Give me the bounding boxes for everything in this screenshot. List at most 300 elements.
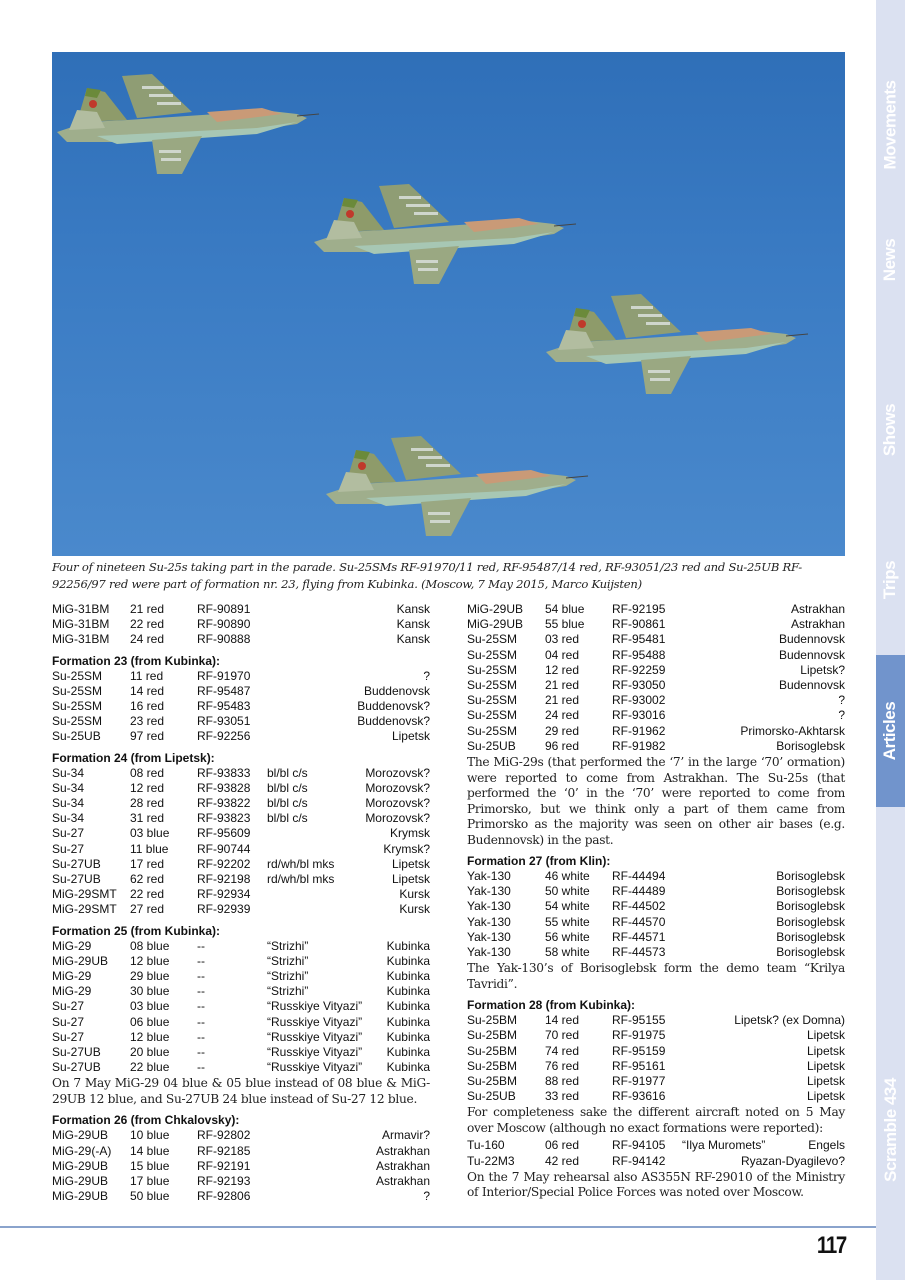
aircraft-reg: RF-92193 (197, 1174, 251, 1189)
aircraft-base: Budennovsk (778, 678, 845, 693)
table-row (52, 939, 430, 954)
aircraft-type: Su-25BM (467, 1028, 518, 1043)
aircraft-reg: RF-92802 (197, 1128, 251, 1143)
aircraft-code: 06 red (545, 1138, 580, 1153)
aircraft-reg: RF-92939 (197, 902, 251, 917)
aircraft-reg: RF-92256 (197, 729, 251, 744)
aircraft-code: 14 red (545, 1013, 580, 1028)
aircraft-base: ? (838, 708, 845, 723)
aircraft-base: Kubinka (386, 969, 430, 984)
page-number: 117 (816, 1232, 846, 1259)
table-row (52, 1015, 430, 1030)
aircraft-reg: RF-94142 (612, 1153, 666, 1168)
aircraft-base: Kansk (396, 602, 430, 616)
table-row (467, 708, 845, 723)
aircraft-base: Borisoglebsk (776, 945, 845, 960)
table-row (52, 766, 430, 781)
jet-1 (57, 74, 319, 174)
aircraft-reg: RF-90744 (197, 841, 251, 856)
aircraft-base: Budennovsk (778, 632, 845, 647)
table-row (52, 781, 430, 796)
aircraft-reg: -- (197, 1029, 205, 1044)
table-row (467, 602, 845, 617)
aircraft-type: Su-25UB (467, 1089, 516, 1104)
aircraft-base: Borisoglebsk (776, 914, 845, 929)
photo-caption: Four of nineteen Su-25s taking part in the parade. Su-25SMs RF-91970/11 red, RF-95487/14 red, RF-93051/23 red and Su-25UB RF-92256/97 red were part of formation nr. 23, flying from Kubinka. (Moscow, 7 May 2015, Marco Kuijsten) (52, 560, 802, 591)
aircraft-base: Borisoglebsk (776, 738, 845, 753)
aircraft-type: Su-27 (52, 841, 85, 856)
table-row (467, 648, 845, 663)
aircraft-type: Su-25SM (52, 668, 103, 683)
table-row (52, 699, 430, 714)
aircraft-type: MiG-31BM (52, 632, 110, 647)
aircraft-reg: RF-90861 (612, 617, 666, 632)
table-row (52, 857, 430, 872)
aircraft-type: Su-27UB (52, 872, 101, 887)
aircraft-type: Tu-160 (467, 1138, 505, 1153)
aircraft-type: Su-25SM (467, 723, 518, 738)
table-row (52, 669, 430, 684)
aircraft-reg: RF-95161 (612, 1058, 666, 1073)
left-column (52, 602, 430, 1205)
aircraft-code: 08 blue (130, 938, 170, 953)
aircraft-code: 54 blue (545, 602, 585, 616)
aircraft-note: rd/wh/bl mks (267, 856, 335, 871)
table-row (467, 663, 845, 678)
aircraft-reg: RF-91977 (612, 1074, 666, 1089)
aircraft-base: Lipetsk (806, 1058, 845, 1073)
table-row (467, 869, 845, 884)
table-row (467, 899, 845, 914)
sidebar-tab-label: Trips (880, 560, 900, 600)
sidebar-tab-trips[interactable] (876, 540, 905, 620)
aircraft-reg: RF-93016 (612, 708, 666, 723)
aircraft-code: 22 blue (130, 1060, 170, 1075)
formation-27-note: The Yak-130’s of Borisoglebsk form the demo team “Krilya Tavridi”. (467, 961, 845, 991)
formation-25-table (52, 939, 430, 1076)
aircraft-code: 16 red (130, 699, 165, 714)
aircraft-type: MiG-29UB (467, 602, 524, 616)
sidebar-tab-label: Movements (880, 80, 900, 170)
aircraft-base: Buddenovsk? (357, 714, 430, 729)
formation-27-heading: Formation 27 (from Klin): (467, 854, 611, 869)
table-row (467, 632, 845, 647)
table-row (52, 1060, 430, 1075)
aircraft-base: Lipetsk (806, 1074, 845, 1089)
aircraft-base: Budennovsk (778, 647, 845, 662)
aircraft-note (267, 887, 365, 902)
aircraft-base: ? (838, 693, 845, 708)
aircraft-type: Su-34 (52, 796, 85, 811)
aircraft-code: 46 white (545, 869, 590, 884)
aircraft-code: 21 red (545, 693, 580, 708)
aircraft-code: 03 blue (130, 826, 170, 841)
aircraft-code: 74 red (545, 1043, 580, 1058)
aircraft-reg: RF-91962 (612, 723, 666, 738)
aircraft-reg: RF-93002 (612, 693, 666, 708)
aircraft-type: Su-34 (52, 780, 85, 795)
aircraft-type: MiG-29UB (52, 1174, 109, 1189)
aircraft-base: Kubinka (386, 984, 430, 999)
aircraft-code: 11 red (130, 668, 164, 683)
aircraft-code: 42 red (545, 1153, 580, 1168)
aircraft-type: Su-34 (52, 811, 85, 826)
aircraft-reg: -- (197, 938, 205, 953)
aircraft-reg: RF-91975 (612, 1028, 666, 1043)
table-row (52, 826, 430, 841)
aircraft-base: Kansk (396, 632, 430, 647)
aircraft-base: Lipetsk (391, 856, 430, 871)
aircraft-reg: RF-93616 (612, 1089, 666, 1104)
aircraft-reg: RF-93823 (197, 811, 251, 826)
aircraft-code: 12 red (130, 780, 165, 795)
aircraft-code: 50 white (545, 884, 590, 899)
aircraft-reg: RF-95488 (612, 647, 666, 662)
aircraft-type: Su-25SM (467, 678, 518, 693)
table-row (467, 1059, 845, 1074)
sidebar-tab-label: News (880, 238, 900, 282)
aircraft-base: Astrakhan (790, 602, 845, 616)
formation-23-table (52, 669, 430, 745)
formation-27-table (467, 869, 845, 960)
table-row (467, 739, 845, 754)
aircraft-base: Kubinka (386, 1014, 430, 1029)
table-row (467, 678, 845, 693)
formation-24-heading: Formation 24 (from Lipetsk): (52, 750, 215, 765)
su25-formation-illustration (52, 52, 845, 556)
aircraft-reg: -- (197, 984, 205, 999)
aircraft-note: “Ilya Muromets” (682, 1138, 766, 1153)
aircraft-base: Krymsk? (383, 841, 430, 856)
aircraft-base: Ryazan-Dyagilevo? (740, 1153, 845, 1168)
aircraft-type: MiG-29 (52, 984, 92, 999)
aircraft-note: “Russkiye Vityazi” (267, 1014, 363, 1029)
sidebar-tab-shows[interactable] (876, 380, 905, 480)
aircraft-type: MiG-29(-A) (52, 1143, 112, 1158)
table-row (52, 1174, 430, 1189)
aircraft-base: Kubinka (386, 1029, 430, 1044)
aircraft-type: Su-25SM (467, 632, 518, 647)
aircraft-reg: RF-44494 (612, 869, 666, 884)
aircraft-note: “Strizhi” (267, 953, 309, 968)
table-row (52, 1128, 430, 1143)
aircraft-type: MiG-29UB (467, 617, 524, 632)
aircraft-base: Lipetsk (391, 729, 430, 744)
aircraft-reg: RF-95609 (197, 826, 251, 841)
aircraft-type: MiG-31BM (52, 617, 110, 632)
aircraft-type: Yak-130 (467, 929, 511, 944)
aircraft-base: Lipetsk (806, 1028, 845, 1043)
aircraft-code: 29 blue (130, 969, 170, 984)
table-row (467, 1074, 845, 1089)
aircraft-type: Su-25UB (467, 738, 516, 753)
sidebar-tab-articles[interactable] (876, 655, 905, 807)
aircraft-base: Kubinka (386, 1060, 430, 1075)
aircraft-code: 24 red (545, 708, 580, 723)
sidebar-tab-news[interactable] (876, 210, 905, 310)
aircraft-code: 21 red (545, 678, 580, 693)
aircraft-type: Su-25SM (467, 693, 518, 708)
aircraft-base: Engels (808, 1138, 845, 1153)
formation-25-note: On 7 May MiG-29 04 blue & 05 blue instead of 08 blue & MiG-29UB 12 blue, and Su-27UB 24 blue instead of Su-27 12 blue. (52, 1076, 430, 1106)
aircraft-base: Morozovsk? (365, 796, 430, 811)
aircraft-code: 08 red (130, 765, 165, 780)
aircraft-type: Su-27 (52, 999, 85, 1014)
table-row (52, 714, 430, 729)
table-row (52, 969, 430, 984)
aircraft-reg: RF-95481 (612, 632, 666, 647)
formation-26-note: The MiG-29s (that performed the ‘7’ in the large ‘70’ ormation) were reported to come from Astrakhan. The Su-25s (that performed the ‘0’ in the ‘70’ were reported to come from Primorsko, but we think only a part of them came from Primorsko as the majority was seen on other air bases (e.g. Budennovsk) in the past. (467, 755, 845, 847)
aircraft-note: “Strizhi” (267, 938, 309, 953)
aircraft-reg: RF-92806 (197, 1189, 251, 1204)
aircraft-code: 17 blue (130, 1174, 170, 1189)
aircraft-reg: RF-90891 (197, 602, 251, 616)
table-row (52, 1189, 430, 1204)
aircraft-reg: RF-93050 (612, 678, 666, 693)
aircraft-note: “Strizhi” (267, 984, 309, 999)
aircraft-type: Su-25BM (467, 1074, 518, 1089)
aircraft-reg: RF-90888 (197, 632, 251, 647)
aircraft-type: Su-25SM (467, 647, 518, 662)
sidebar-tab-scramble-434[interactable] (876, 1060, 905, 1200)
table-row (52, 1159, 430, 1174)
aircraft-base: Kansk (396, 617, 430, 632)
aircraft-base: Kubinka (386, 938, 430, 953)
aircraft-base: Borisoglebsk (776, 884, 845, 899)
table-row (52, 887, 430, 902)
aircraft-base: ? (423, 668, 430, 683)
aircraft-type: MiG-29SMT (52, 887, 117, 902)
aircraft-reg: -- (197, 999, 205, 1014)
aircraft-type: Yak-130 (467, 899, 511, 914)
aircraft-base: Krymsk (390, 826, 430, 841)
aircraft-code: 33 red (545, 1089, 580, 1104)
aircraft-reg: RF-92191 (197, 1158, 251, 1173)
table-row (467, 1089, 845, 1104)
aircraft-code: 21 red (130, 602, 165, 616)
aircraft-base: Morozovsk? (365, 811, 430, 826)
aircraft-type: Su-34 (52, 765, 85, 780)
aircraft-code: 24 red (130, 632, 165, 647)
aircraft-note (267, 842, 365, 857)
aircraft-note: “Strizhi” (267, 969, 309, 984)
aircraft-base: Morozovsk? (365, 765, 430, 780)
aircraft-base: Astrakhan (375, 1174, 430, 1189)
formation-26-heading: Formation 26 (from Chkalovsky): (52, 1113, 240, 1128)
aircraft-code: 04 red (545, 647, 580, 662)
table-row (467, 693, 845, 708)
table-row (467, 915, 845, 930)
aircraft-reg: RF-44502 (612, 899, 666, 914)
aircraft-reg: -- (197, 969, 205, 984)
aircraft-code: 14 blue (130, 1143, 170, 1158)
aircraft-type: MiG-29 (52, 969, 92, 984)
aircraft-base: Kubinka (386, 1045, 430, 1060)
aircraft-base: Astrakhan (790, 617, 845, 632)
aircraft-code: 31 red (130, 811, 165, 826)
right-column (467, 602, 845, 1203)
aircraft-reg: RF-90890 (197, 617, 251, 632)
aircraft-reg: RF-94105 (612, 1138, 666, 1153)
aircraft-type: MiG-29UB (52, 1128, 109, 1143)
table-row (467, 724, 845, 739)
table-row (52, 617, 430, 632)
aircraft-reg: RF-93822 (197, 796, 251, 811)
aircraft-code: 22 red (130, 887, 165, 902)
aircraft-base: Borisoglebsk (776, 899, 845, 914)
may5-table (467, 1138, 845, 1168)
table-row (52, 684, 430, 699)
formation-28-heading: Formation 28 (from Kubinka): (467, 998, 636, 1013)
aircraft-note: bl/bl c/s (267, 765, 308, 780)
aircraft-type: Su-27UB (52, 1045, 101, 1060)
aircraft-base: Lipetsk (806, 1043, 845, 1058)
aircraft-base: Kubinka (386, 999, 430, 1014)
aircraft-note (267, 826, 365, 841)
aircraft-base: Astrakhan (375, 1143, 430, 1158)
intro-table (52, 602, 430, 648)
aircraft-note: “Russkiye Vityazi” (267, 1029, 363, 1044)
aircraft-reg: RF-92259 (612, 662, 666, 677)
aircraft-code: 30 blue (130, 984, 170, 999)
aircraft-code: 56 white (545, 929, 590, 944)
aircraft-type: Su-25SM (467, 662, 518, 677)
aircraft-base: Lipetsk? (800, 662, 845, 677)
aircraft-base: Kubinka (386, 953, 430, 968)
aircraft-base: Armavir? (381, 1128, 430, 1143)
table-row (52, 1030, 430, 1045)
aircraft-reg: -- (197, 1014, 205, 1029)
rehearsal-note: On the 7 May rehearsal also AS355N RF-29010 of the Ministry of Interior/Special Police Forces was noted over Moscow. (467, 1169, 845, 1200)
table-row (467, 1013, 845, 1028)
aircraft-type: Yak-130 (467, 945, 511, 960)
table-row (52, 872, 430, 887)
formation-24-table (52, 766, 430, 918)
section-sidebar (876, 0, 905, 1280)
table-row (52, 842, 430, 857)
aircraft-reg: RF-44489 (612, 884, 666, 899)
aircraft-reg: RF-92202 (197, 856, 251, 871)
aircraft-base: Kursk (399, 902, 430, 917)
formation-26-continued-table (467, 602, 845, 754)
aircraft-reg: -- (197, 953, 205, 968)
table-row (467, 617, 845, 632)
sidebar-tab-label: Articles (880, 701, 900, 761)
aircraft-type: Su-27 (52, 1029, 85, 1044)
aircraft-type: Su-27UB (52, 1060, 101, 1075)
formation-28-note: For completeness sake the different aircraft noted on 5 May over Moscow (although no exact formations were reported): (467, 1105, 845, 1135)
aircraft-code: 27 red (130, 902, 165, 917)
aircraft-type: Tu-22M3 (467, 1153, 515, 1168)
aircraft-code: 96 red (545, 738, 580, 753)
aircraft-base: Lipetsk (391, 872, 430, 887)
aircraft-note: “Russkiye Vityazi” (267, 1045, 363, 1060)
table-row (467, 1138, 845, 1153)
aircraft-reg: RF-95159 (612, 1043, 666, 1058)
aircraft-note (267, 902, 365, 917)
sidebar-tab-movements[interactable] (876, 60, 905, 190)
aircraft-photo (52, 52, 845, 556)
table-row (467, 1044, 845, 1059)
aircraft-type: Su-27UB (52, 856, 101, 871)
aircraft-base: Astrakhan (375, 1158, 430, 1173)
aircraft-base: Buddenovsk? (357, 699, 430, 714)
aircraft-type: MiG-29UB (52, 1158, 109, 1173)
table-row (52, 902, 430, 917)
aircraft-type: Su-25BM (467, 1058, 518, 1073)
aircraft-base: Morozovsk? (365, 780, 430, 795)
aircraft-code: 54 white (545, 899, 590, 914)
aircraft-reg: RF-93051 (197, 714, 251, 729)
aircraft-note: bl/bl c/s (267, 811, 308, 826)
table-row (467, 930, 845, 945)
aircraft-type: Su-25SM (52, 683, 103, 698)
table-row (52, 984, 430, 999)
aircraft-code: 55 blue (545, 617, 585, 632)
aircraft-reg: RF-92198 (197, 872, 251, 887)
aircraft-reg: RF-44571 (612, 929, 666, 944)
table-row (467, 1028, 845, 1043)
aircraft-type: Su-25SM (467, 708, 518, 723)
aircraft-type: MiG-29 (52, 938, 92, 953)
aircraft-reg: RF-92185 (197, 1143, 251, 1158)
aircraft-type: Su-27 (52, 1014, 85, 1029)
aircraft-reg: RF-93828 (197, 780, 251, 795)
aircraft-base: Primorsko-Akhtarsk (740, 723, 845, 738)
aircraft-reg: -- (197, 1060, 205, 1075)
aircraft-code: 88 red (545, 1074, 580, 1089)
aircraft-type: MiG-29UB (52, 1189, 109, 1204)
aircraft-code: 14 red (130, 683, 165, 698)
sidebar-tab-label: Scramble 434 (880, 1078, 900, 1182)
aircraft-code: 29 red (545, 723, 580, 738)
formation-23-heading: Formation 23 (from Kubinka): (52, 653, 221, 668)
aircraft-code: 55 white (545, 914, 590, 929)
aircraft-reg: RF-91970 (197, 668, 251, 683)
aircraft-code: 12 blue (130, 1029, 170, 1044)
table-row (467, 945, 845, 960)
table-row (52, 796, 430, 811)
aircraft-code: 20 blue (130, 1045, 170, 1060)
aircraft-type: Su-25SM (52, 699, 103, 714)
aircraft-reg: RF-92934 (197, 887, 251, 902)
table-row (467, 1154, 845, 1169)
aircraft-reg: RF-44570 (612, 914, 666, 929)
aircraft-base: Buddenovsk (363, 683, 430, 698)
aircraft-type: Su-25BM (467, 1043, 518, 1058)
aircraft-code: 58 white (545, 945, 590, 960)
aircraft-base: Lipetsk? (ex Domna) (734, 1013, 845, 1028)
aircraft-code: 15 blue (130, 1158, 170, 1173)
table-row (52, 954, 430, 969)
aircraft-reg: RF-95483 (197, 699, 251, 714)
aircraft-note: rd/wh/bl mks (267, 872, 335, 887)
aircraft-code: 12 red (545, 662, 580, 677)
aircraft-type: MiG-29UB (52, 953, 109, 968)
aircraft-type: Su-25BM (467, 1013, 518, 1028)
aircraft-code: 62 red (130, 872, 165, 887)
table-row (52, 999, 430, 1014)
aircraft-code: 12 blue (130, 953, 170, 968)
table-row (52, 632, 430, 647)
aircraft-reg: RF-91982 (612, 738, 666, 753)
aircraft-type: Yak-130 (467, 884, 511, 899)
formation-26-table (52, 1128, 430, 1204)
aircraft-type: Su-27 (52, 826, 85, 841)
aircraft-reg: RF-95155 (612, 1013, 666, 1028)
aircraft-base: Borisoglebsk (776, 929, 845, 944)
aircraft-reg: RF-92195 (612, 602, 666, 616)
